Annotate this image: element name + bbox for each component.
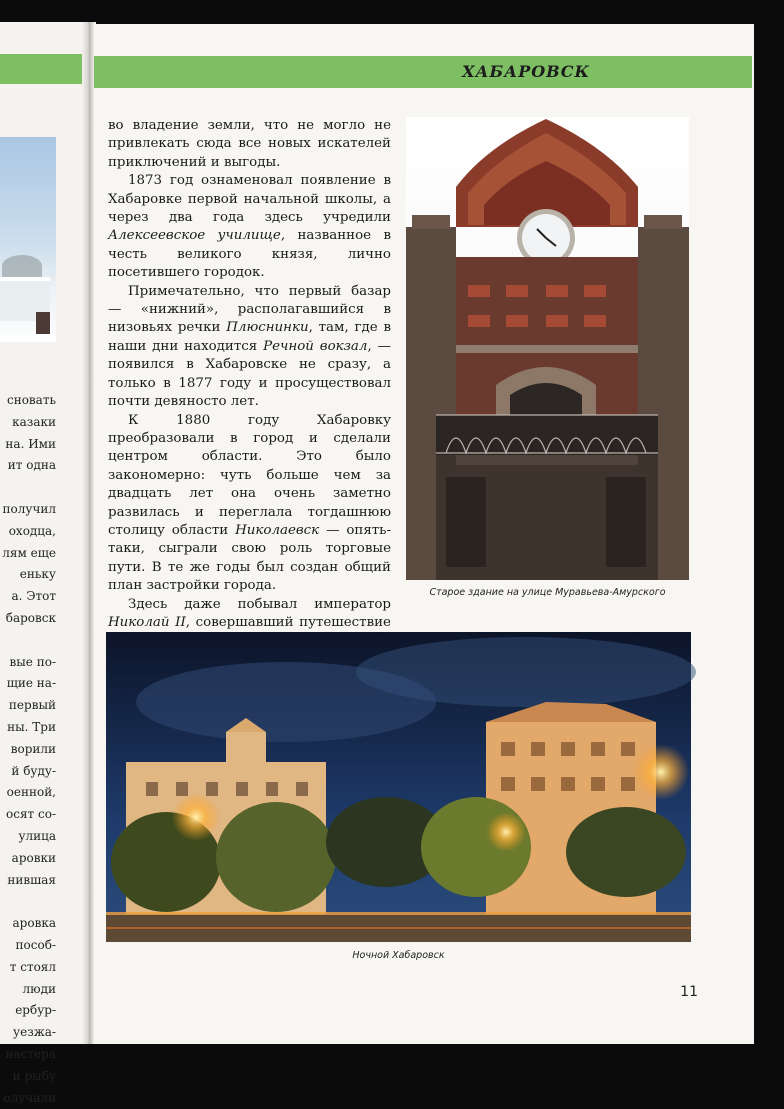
previous-page-line: щие на-	[0, 673, 56, 695]
previous-page-line: ит одна	[0, 455, 56, 477]
article-paragraph	[108, 172, 391, 282]
night-city-illustration	[106, 632, 691, 942]
previous-page-line: лям еще	[0, 543, 56, 565]
text-run: 1873 год ознаменовал появление в Хабаровке первой начальной школы, а через два года здесь учредили	[108, 173, 391, 225]
previous-page-line: и рыбу	[0, 1066, 56, 1088]
text-run: , совершавший путешествие	[108, 615, 391, 685]
emphasized-term: Алексеевское училище	[108, 228, 281, 243]
previous-page-line: нившая	[0, 870, 56, 892]
previous-page-line: осят со-	[0, 804, 56, 826]
text-run: Примечательно, что первый базар — «нижний», располагавшийся в низовьях речки	[108, 284, 391, 336]
dark-wall	[36, 312, 50, 334]
previous-page-line: вые по-	[0, 652, 56, 674]
article-paragraph	[108, 412, 391, 596]
previous-page-line: й буду-	[0, 761, 56, 783]
article-paragraph	[108, 117, 391, 172]
previous-page-line	[0, 477, 56, 499]
text-run: Здесь даже побывал император	[128, 597, 391, 612]
previous-page-line: казаки	[0, 412, 56, 434]
night-city-photo	[106, 632, 691, 942]
page	[94, 24, 754, 1044]
text-run: , там, где в наши дни находится	[108, 320, 391, 353]
previous-page-line: на. Ими	[0, 434, 56, 456]
previous-page-line: сновать	[0, 390, 56, 412]
previous-page-line: первый	[0, 695, 56, 717]
article-paragraph	[108, 283, 391, 412]
text-run: , названное в честь великого князя, лично посетившего городок.	[108, 228, 391, 280]
previous-page-line: олучали	[0, 1088, 56, 1109]
emphasized-term: Николай II	[108, 615, 186, 630]
building-illustration	[406, 117, 689, 580]
previous-page-line	[0, 891, 56, 913]
winter-tree	[2, 255, 42, 277]
previous-page-line: настера	[0, 1044, 56, 1066]
page-number: 11	[668, 984, 698, 1000]
previous-page-line: ны. Три	[0, 717, 56, 739]
emphasized-term: Речной вокзал	[263, 339, 367, 354]
text-run: во владение земли, что не могло не привлекать сюда все новых искателей приключений и выгоды.	[108, 118, 391, 170]
previous-page-line: ворили	[0, 739, 56, 761]
previous-page-line: аровка	[0, 913, 56, 935]
previous-page-line: а. Этот	[0, 586, 56, 608]
article-text	[108, 117, 391, 688]
previous-page	[0, 22, 88, 1044]
page-title: ХАБАРОВСК	[94, 56, 590, 88]
text-run: — опять-таки, сыграли свою роль торговые пути. В те же годы был создан общий план застройки города.	[108, 523, 391, 593]
previous-page-line: баровск	[0, 608, 56, 630]
night-photo-caption: Ночной Хабаровск	[106, 950, 691, 961]
previous-page-line: люди	[0, 979, 56, 1001]
previous-page-line	[0, 630, 56, 652]
emphasized-term: Плюснинки	[226, 320, 308, 335]
previous-page-line: т стоял	[0, 957, 56, 979]
previous-page-line: аровки	[0, 848, 56, 870]
building-photo-caption: Старое здание на улице Муравьева-Амурского	[406, 587, 689, 598]
previous-page-line: улица	[0, 826, 56, 848]
previous-page-winter-photo	[0, 137, 56, 342]
previous-page-line: оенной,	[0, 782, 56, 804]
emphasized-term: Николаевск	[235, 523, 319, 538]
building-photo	[406, 117, 689, 580]
previous-page-line: получил	[0, 499, 56, 521]
text-run: , — появился в Хабаровске не сразу, а только в 1877 году и просуществовал почти девяносто лет.	[108, 339, 391, 409]
text-run: К 1880 году Хабаровку преобразовали в город и сделали центром области. Это было закономерно: чуть больше чем за двадцать лет она очень заметно развилась и переглала тогдашнюю столицу области	[108, 413, 391, 538]
previous-page-text	[0, 390, 56, 1109]
previous-page-line: уезжа-	[0, 1022, 56, 1044]
previous-page-line: оходца,	[0, 521, 56, 543]
previous-page-line: ербур-	[0, 1000, 56, 1022]
previous-page-line: еньку	[0, 564, 56, 586]
previous-page-line: пособ-	[0, 935, 56, 957]
previous-page-header-band	[0, 54, 88, 84]
